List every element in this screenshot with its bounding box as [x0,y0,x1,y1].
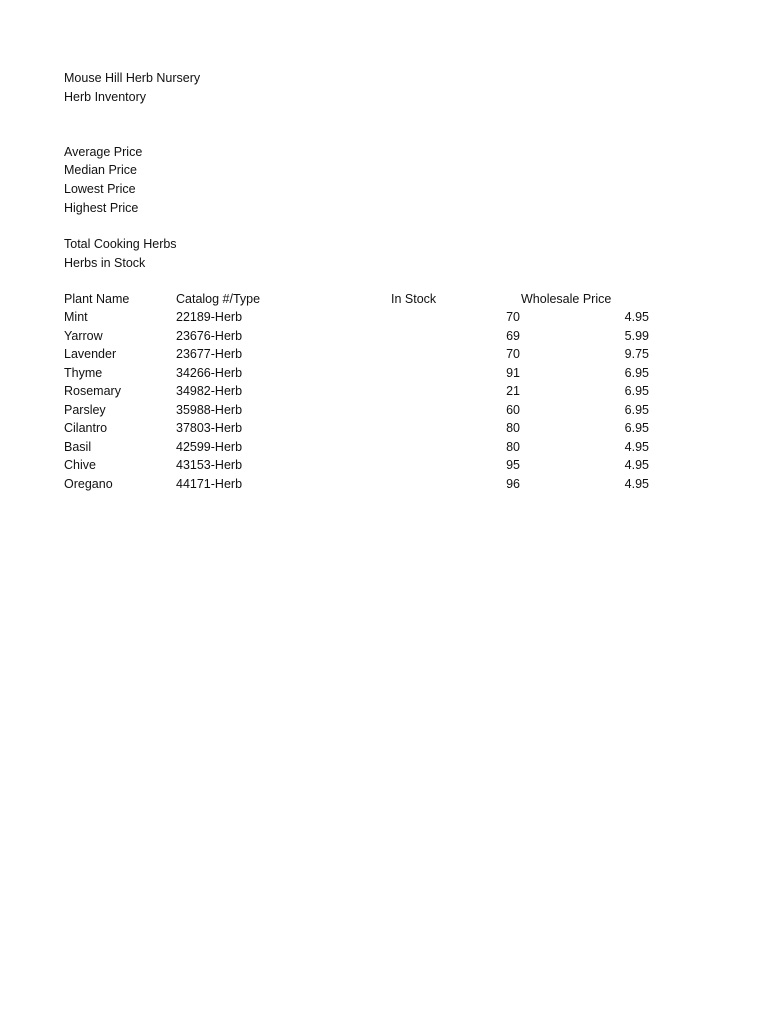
cell-in-stock: 69 [506,329,520,343]
header-wholesale-price: Wholesale Price [521,292,612,306]
cell-wholesale-price: 4.95 [624,458,649,472]
header-in-stock: In Stock [391,292,437,306]
cell-wholesale-price: 6.95 [624,421,649,435]
cell-catalog: 34982-Herb [176,384,243,398]
cell-plant-name: Rosemary [64,384,121,398]
median-price-label: Median Price [64,163,137,177]
cell-catalog: 35988-Herb [176,403,243,417]
table-row [0,476,768,492]
table-row [0,420,768,436]
table-header-row [0,291,768,307]
cell-catalog: 23677-Herb [176,347,243,361]
cell-in-stock: 70 [506,310,520,324]
table-row [0,383,768,399]
cell-wholesale-price: 5.99 [624,329,649,343]
cell-plant-name: Parsley [64,403,106,417]
table-row [0,457,768,473]
highest-price-label: Highest Price [64,201,139,215]
cell-wholesale-price: 4.95 [624,477,649,491]
herbs-in-stock-label: Herbs in Stock [64,256,146,270]
cell-in-stock: 70 [506,347,520,361]
cell-in-stock: 80 [506,440,520,454]
table-row [0,402,768,418]
cell-catalog: 23676-Herb [176,329,243,343]
header-catalog: Catalog #/Type [176,292,261,306]
table-row [0,439,768,455]
cell-plant-name: Thyme [64,366,103,380]
lowest-price-label: Lowest Price [64,182,136,196]
cell-in-stock: 96 [506,477,520,491]
cell-catalog: 44171-Herb [176,477,243,491]
cell-plant-name: Cilantro [64,421,108,435]
cell-in-stock: 21 [506,384,520,398]
cell-wholesale-price: 9.75 [624,347,649,361]
table-row [0,328,768,344]
cell-catalog: 43153-Herb [176,458,243,472]
cell-in-stock: 91 [506,366,520,380]
cell-wholesale-price: 6.95 [624,384,649,398]
table-row [0,365,768,381]
cell-plant-name: Yarrow [64,329,103,343]
cell-wholesale-price: 6.95 [624,366,649,380]
header-plant-name: Plant Name [64,292,130,306]
total-cooking-herbs-label: Total Cooking Herbs [64,237,177,251]
sheet-subtitle: Herb Inventory [64,90,146,104]
cell-wholesale-price: 6.95 [624,403,649,417]
cell-plant-name: Chive [64,458,96,472]
table-row [0,346,768,362]
cell-in-stock: 95 [506,458,520,472]
cell-plant-name: Oregano [64,477,113,491]
company-title: Mouse Hill Herb Nursery [64,71,201,85]
cell-plant-name: Lavender [64,347,117,361]
cell-catalog: 22189-Herb [176,310,243,324]
cell-plant-name: Basil [64,440,92,454]
cell-plant-name: Mint [64,310,88,324]
cell-catalog: 34266-Herb [176,366,243,380]
cell-catalog: 37803-Herb [176,421,243,435]
table-row [0,309,768,325]
cell-in-stock: 80 [506,421,520,435]
cell-catalog: 42599-Herb [176,440,243,454]
cell-wholesale-price: 4.95 [624,440,649,454]
cell-in-stock: 60 [506,403,520,417]
average-price-label: Average Price [64,145,143,159]
cell-wholesale-price: 4.95 [624,310,649,324]
